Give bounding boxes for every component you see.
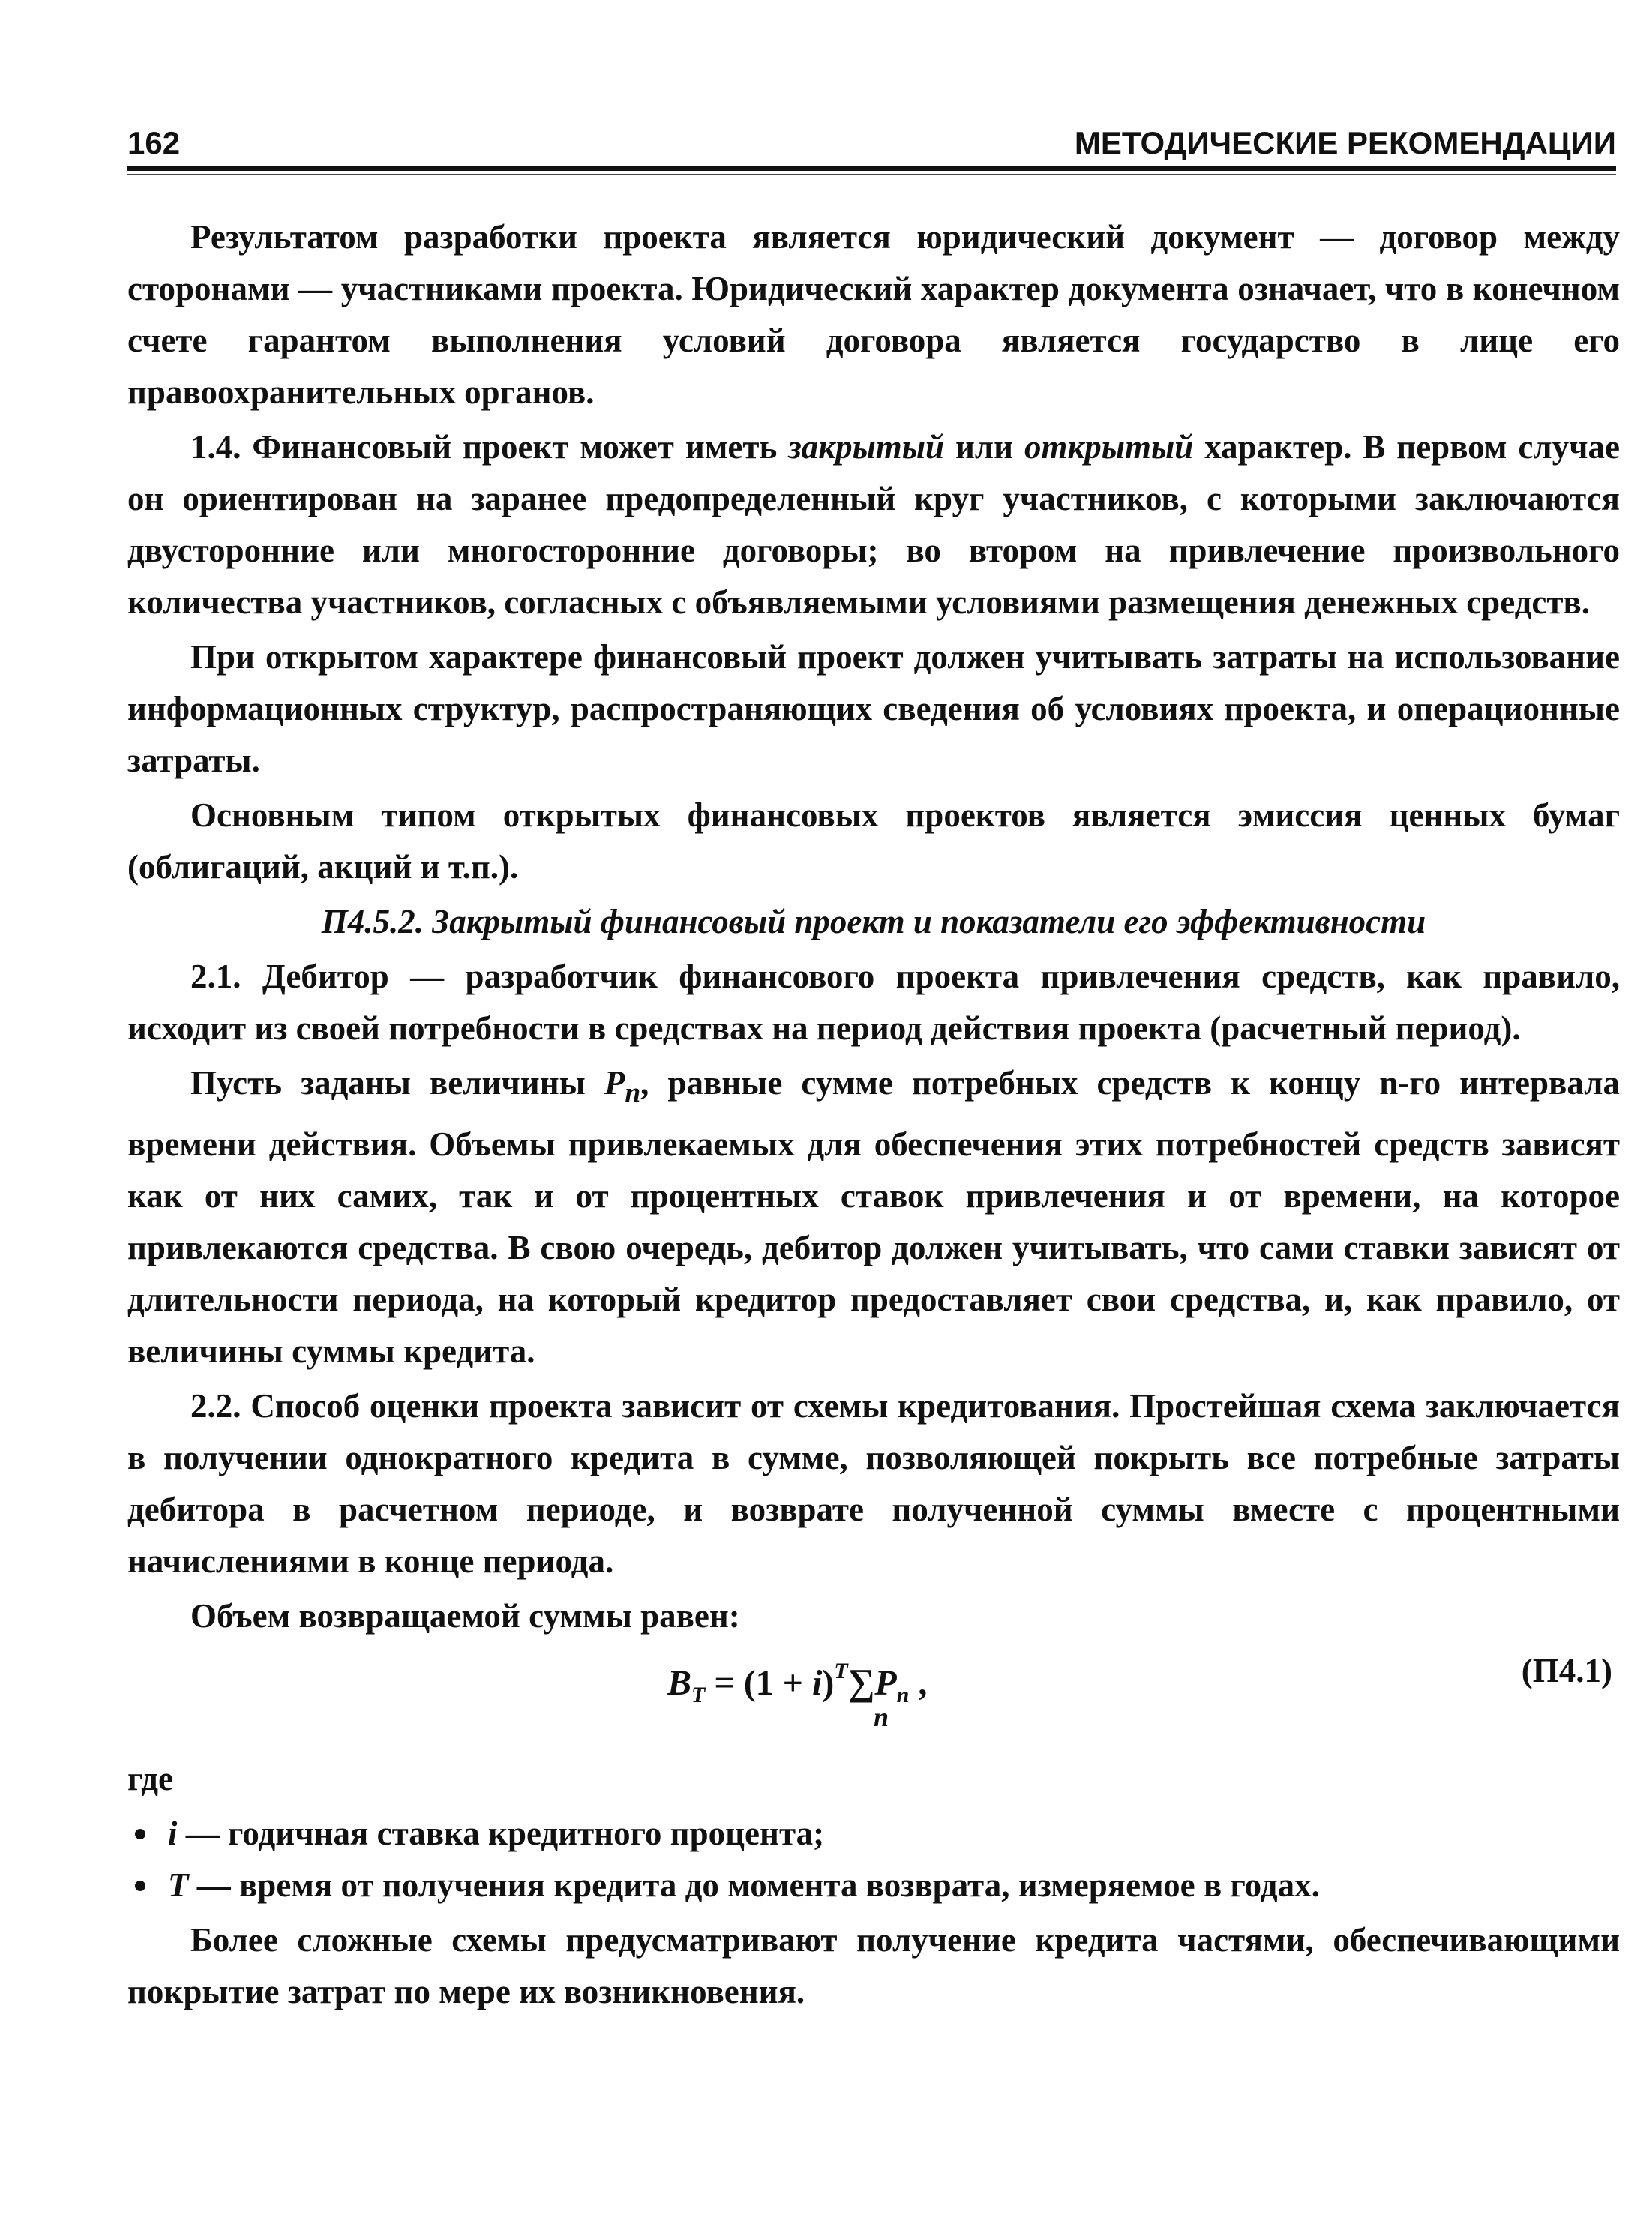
paragraph-return-sum: Объем возвращаемой суммы равен: <box>190 1597 740 1635</box>
header-rule-thin <box>127 174 1616 175</box>
formula-sigma: ∑ <box>847 1661 875 1703</box>
paragraph-values-rest: , равные сумме потребных средств к концу n-го интервала времени действия. Объемы привлекаемых для обеспечения этих потребностей средств зависят как от них самих, так и от процентных ставок привлечения и от времени, на которое привлекаются средства. В свою очередь, дебитор должен учитывать, что сами ставки зависят от длительности периода, на который кредитор предоставляет свои средства, и, как правило, от величины суммы кредита. <box>127 1064 1620 1370</box>
paragraph-complex-schemes: Более сложные схемы предусматривают получение кредита частями, обеспечивающими покрытие затрат по мере их возникновения. <box>127 1921 1620 2010</box>
formula-lhs-sub: T <box>691 1683 706 1707</box>
var-p: P <box>604 1064 625 1102</box>
formula-close: ) <box>822 1663 835 1703</box>
paragraph-1-4-start: 1.4. Финансовый проект может иметь <box>190 428 789 466</box>
formula-lhs: B <box>667 1663 692 1703</box>
formula-comma: , <box>909 1663 928 1703</box>
paragraph-open-costs: При открытом характере финансовый проект должен учитывать затраты на использование информационных структур, распространяющих сведения об условиях проекта, и операционные затраты. <box>127 638 1620 779</box>
formula-p: P <box>874 1663 897 1703</box>
formula-p-sub: n <box>896 1683 910 1707</box>
running-header <box>127 120 1616 166</box>
term-closed: закрытый <box>788 428 945 466</box>
page-body <box>127 211 1620 2021</box>
formula-row <box>127 1645 1620 1750</box>
list-item-text: — годичная ставка кредитного процента; <box>177 1815 825 1852</box>
paragraph-values-start: Пусть заданы величины <box>190 1064 604 1102</box>
var-p-sub: n <box>625 1078 641 1108</box>
formula-sum-index: n <box>874 1702 889 1732</box>
bullet-icon <box>135 1881 145 1891</box>
formula-exp: T <box>834 1659 848 1683</box>
term-open: открытый <box>1024 428 1194 466</box>
section-subheading: П4.5.2. Закрытый финансовый проект и показатели его эффективности <box>321 903 1426 940</box>
paragraph-2-1: 2.1. Дебитор — разработчик финансового проекта привлечения средств, как правило, исходит из своей потребности в средствах на период действия проекта (расчетный период). <box>127 958 1620 1047</box>
paragraph-1-4-or: или <box>944 428 1024 466</box>
formula-p4-1 <box>667 1645 928 1732</box>
paragraph-values <box>127 1057 1620 1377</box>
list-item <box>127 1860 1620 1911</box>
where-label: где <box>127 1760 173 1797</box>
list-item <box>127 1808 1620 1860</box>
bullet-icon <box>135 1829 145 1839</box>
paragraph-1-4-rest: характер. В первом случае он ориентирован на заранее предопределенный круг участников, с которыми заключаются двусторонние или многосторонние договоры; во втором на привлечение произвольного количества участников, согласных с объявляемыми условиями размещения денежных средств. <box>127 428 1620 621</box>
formula-eq: = (1 + <box>705 1663 813 1703</box>
running-title: МЕТОДИЧЕСКИЕ РЕКОМЕНДАЦИИ <box>1074 125 1616 160</box>
page-number: 162 <box>127 125 181 160</box>
paragraph-result: Результатом разработки проекта является юридический документ — договор между сторонами — участниками проекта. Юридический характер документа означает, что в конечном счете гарантом выполнения условий договора является государство в лице его правоохранительных органов. <box>127 218 1620 411</box>
list-item-var: T <box>168 1866 189 1904</box>
list-item-text: — время от получения кредита до момента возврата, измеряемое в годах. <box>188 1866 1320 1904</box>
formula-i: i <box>812 1663 823 1703</box>
paragraph-1-4 <box>127 421 1620 628</box>
header-rule <box>127 166 1616 171</box>
list-item-var: i <box>168 1815 178 1852</box>
formula-number: (П4.1) <box>1521 1652 1612 1689</box>
variable-list <box>127 1808 1620 1911</box>
paragraph-emission: Основным типом открытых финансовых проектов является эмиссия ценных бумаг (облигаций, акций и т.п.). <box>127 796 1620 886</box>
paragraph-2-2: 2.2. Способ оценки проекта зависит от схемы кредитования. Простейшая схема заключается в получении однократного кредита в сумме, позволяющей покрыть все потребные затраты дебитора в расчетном периоде, и возврате полученной суммы вместе с процентными начислениями в конце периода. <box>127 1387 1620 1580</box>
